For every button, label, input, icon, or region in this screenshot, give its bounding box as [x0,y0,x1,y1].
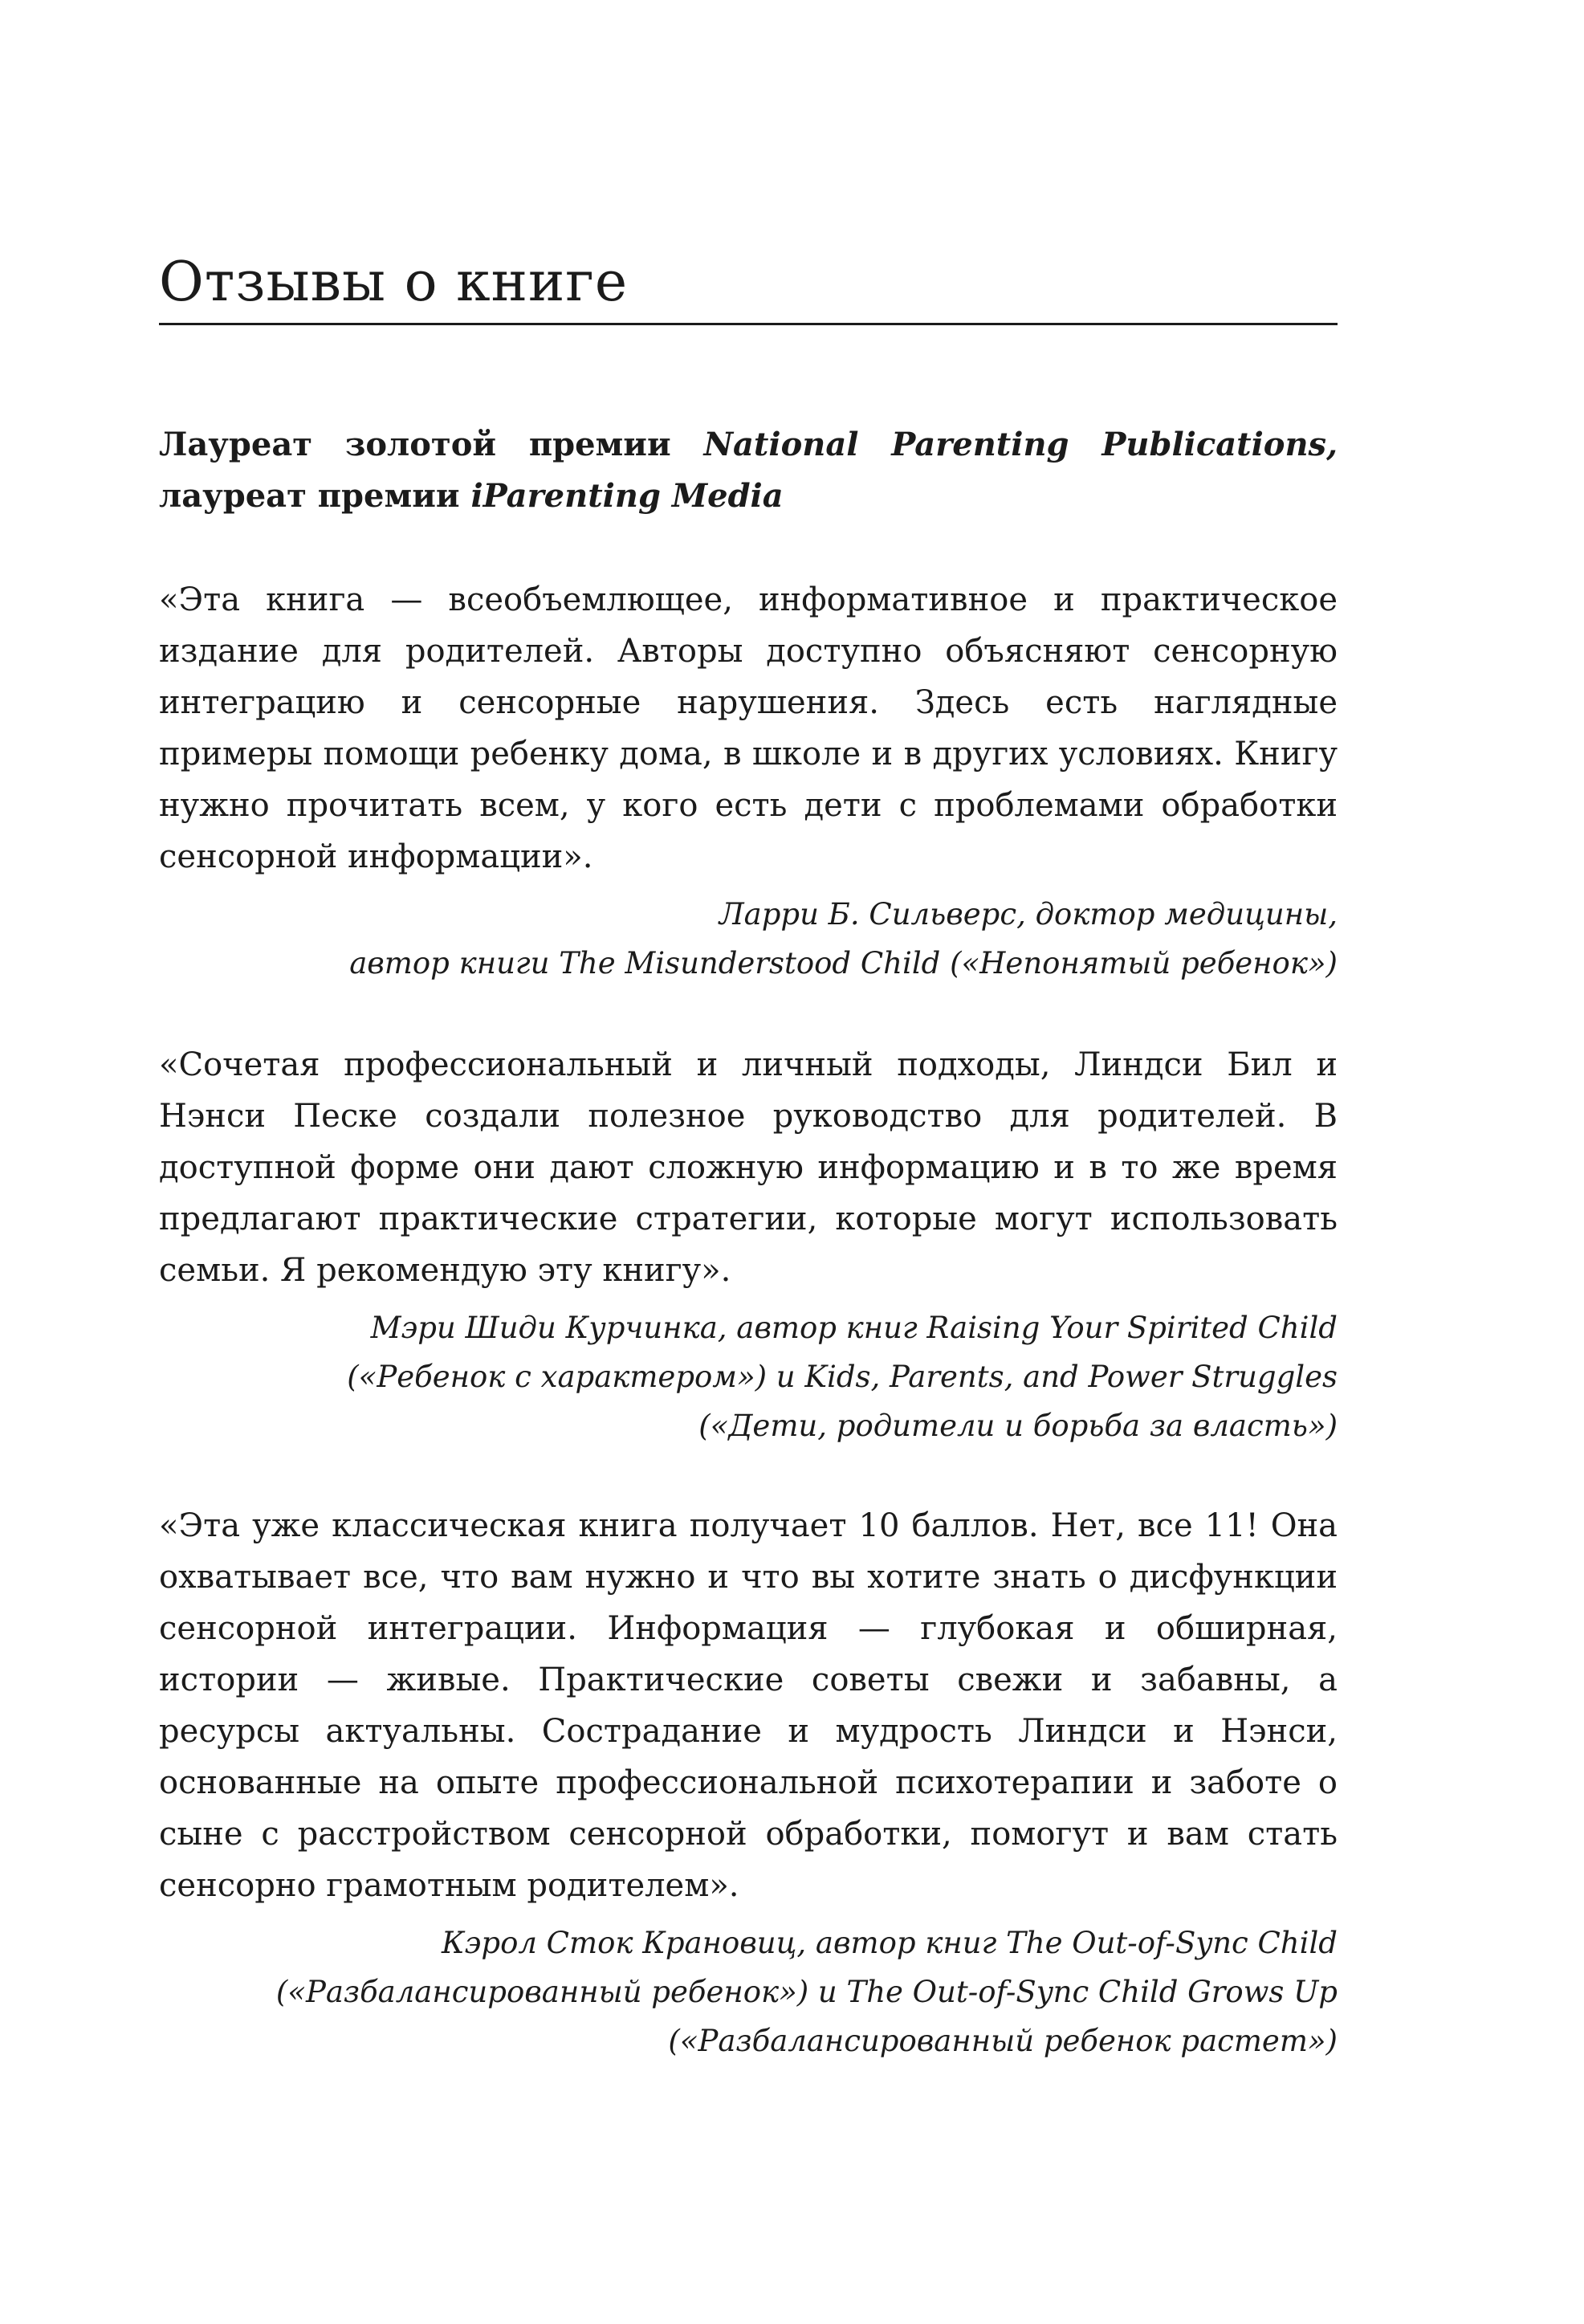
attribution-line: Кэрол Сток Крановиц, автор книг The Out-of-Sync Child [442,1926,1338,1960]
section-title: Отзывы о книге [159,251,629,314]
title-underline [159,323,1338,325]
award-text-2: лауреат премии [159,477,471,515]
review-attribution [159,890,1338,988]
review-1 [159,574,1338,988]
review-text: «Сочетая профессиональный и личный подходы, Линдси Бил и Нэнси Песке создали полезное руководство для родителей. В доступной форме они дают сложную информацию и в то же время предлагают практические стратегии, которые могут использовать семьи. Я рекомендую эту книгу». [159,1046,1338,1289]
review-text: «Эта книга — всеобъемлющее, информативное и практическое издание для родителей. Авторы доступно объясняют сенсорную интеграцию и сенсорные нарушения. Здесь есть наглядные примеры помощи ребенку дома, в школе и в других условиях. Книгу нужно прочитать всем, у кого есть дети с проблемами обработки сенсорной информации». [159,581,1338,875]
attribution-line: («Ребенок с характером») и Kids, Parents, and Power Struggles [347,1360,1338,1394]
attribution-line: («Дети, родители и борьба за власть») [698,1409,1338,1443]
attribution-line: Мэри Шиди Курчинка, автор книг Raising Your Spirited Child [370,1311,1338,1345]
award-text-1: Лауреат золотой премии [159,426,704,463]
award-prize-1: National Parenting Publications, [703,426,1338,463]
attribution-line: Ларри Б. Сильверс, доктор медицины, [719,897,1338,932]
attribution-line: («Разбалансированный ребенок») и The Out-of-Sync Child Grows Up [275,1975,1338,2009]
review-2 [159,1039,1338,1450]
attribution-line: («Разбалансированный ребенок растет») [668,2024,1338,2058]
review-text: «Эта уже классическая книга получает 10 баллов. Нет, все 11! Она охватывает все, что вам нужно и что вы хотите знать о дисфункции сенсорной интеграции. Информация — глубокая и обширная, истории — живые. Практические советы свежи и забавны, а ресурсы актуальны. Сострадание и мудрость Линдси и Нэнси, основанные на опыте профессиональной психотерапии и заботе о сыне с расстройством сенсорной обработки, помогут и вам стать сенсорно грамотным родителем». [159,1507,1338,1904]
book-page [159,0,1338,2324]
review-attribution [159,1303,1338,1450]
review-3 [159,1500,1338,2065]
award-line [159,419,1338,522]
award-prize-2: iParenting Media [470,477,784,515]
review-attribution [159,1918,1338,2065]
attribution-line: автор книги The Misunderstood Child («Непонятый ребенок») [349,946,1338,981]
